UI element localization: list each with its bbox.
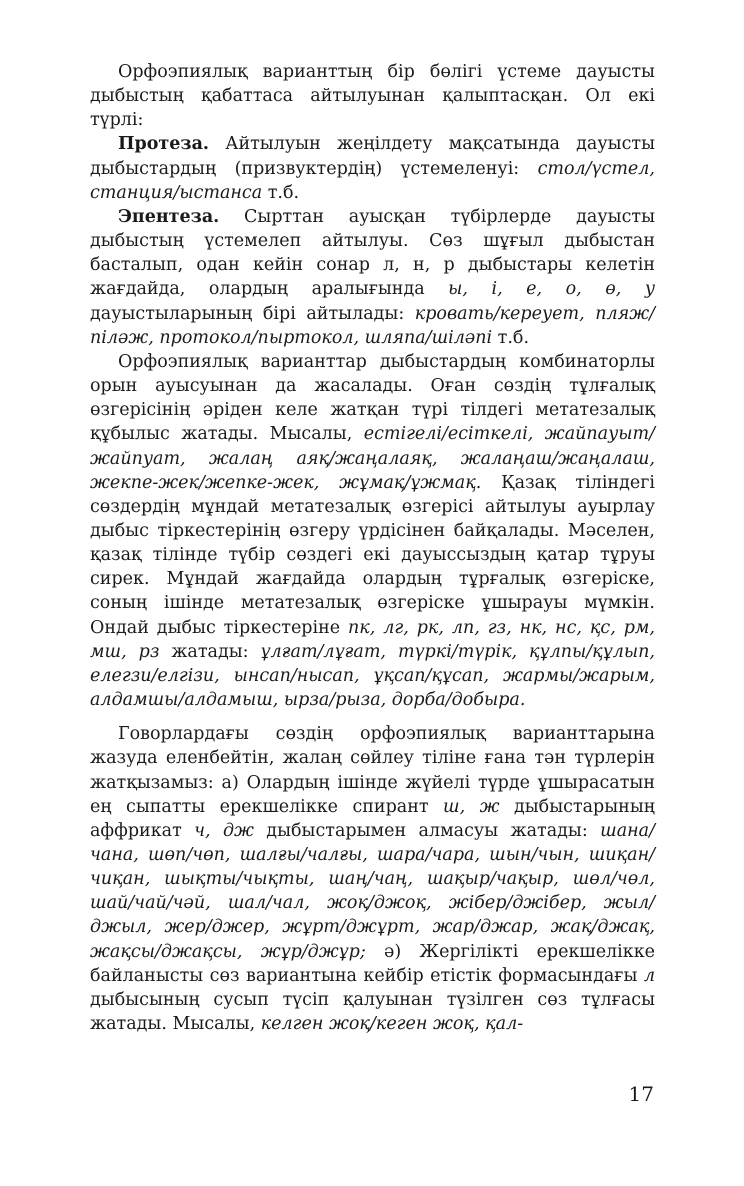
term-heading: Эпентеза.	[118, 206, 220, 227]
paragraph-dialects	[90, 722, 655, 1036]
example-text: пк, лг, рк, лп, гз, нк, нс, қс, рм, мш, рз	[90, 617, 655, 662]
example-text: ш, ж	[443, 796, 500, 817]
example-text: ы, і, е, о, ө, у	[448, 279, 655, 300]
paragraph-metathesis	[90, 350, 655, 712]
paragraph-text: жатады:	[159, 641, 261, 662]
example-text: ұлғат/лұғат, түркі/түрік, құлпы/құлып, елегзи/елгізи, ынсап/нысап, ұқсап/құсап, жармы/жарым, алдамшы/алдамыш, ырза/рыза, дорба/добыра.	[90, 641, 655, 711]
paragraph-text: дауыстыларының бірі айтылады:	[90, 303, 415, 324]
example-text: ч, дж	[194, 820, 254, 841]
term-heading: Протеза.	[118, 134, 210, 155]
paragraph-text: Айтылуын жеңілдету мақсатында дауысты дыбыстардың (призвуктердің) үстемеленуі:	[90, 134, 655, 179]
example-text: кровать/кереует, пляж/пiләж, протокол/пыртокол, шляпа/шiләпi	[90, 303, 655, 348]
paragraph-text: дыбыстарының аффрикат	[90, 796, 655, 841]
paragraph-text: т.б.	[262, 182, 300, 203]
example-text: келген жоқ/кеген жоқ, қал-	[260, 1014, 524, 1035]
paragraph-text: Сырттан ауысқан түбірлерде дауысты дыбыстың үстемелеп айтылуы. Сөз шұғыл дыбыстан басталып, одан кейін сонар л, н, р дыбыстары келетін жағдайда, олардың аралығында	[90, 206, 655, 300]
paragraph-text: т.б.	[492, 327, 530, 348]
paragraph-text: Орфоэпиялық варианттар дыбыстардың комбинаторлы орын ауысуынан да жасалады. Оған сөздің тұлғалық өзгерісінің әріден келе жатқан түрі тілдегі метатезалық құбылыс жатады. Мысалы,	[90, 351, 655, 445]
paragraph-text: Орфоэпиялық варианттың бір бөлігі үстеме дауысты дыбыстың қабаттаса айтылуынан қалыптасқан. Ол екі түрлі:	[90, 62, 655, 131]
paragraph-text: ә) Жергілікті ерекшелікке байланысты сөз вариантына кейбір етістік формасындағы	[90, 941, 655, 986]
page-number: 17	[628, 1082, 654, 1106]
example-text: естігелі/есіткелі, жайпауыт/жайпуат, жалаң аяқ/жаңалаяқ, жалаңаш/жаңалаш, жекпе-жек/жепке-жек, жұмақ/ұжмақ.	[90, 424, 655, 493]
paragraph-text: Говорлардағы сөздің орфоэпиялық варианттарына жазуда еленбейтін, жалаң сөйлеу тіліне ғана тән түрлерін жатқызамыз: а) Олардың ішінде жүйелі түрде ұшырасатын ең сыпатты ерекшелікке спирант	[90, 724, 655, 817]
paragraph-epenthesis	[90, 205, 655, 350]
body-text	[90, 60, 655, 1036]
paragraph-prosthesis	[90, 132, 655, 204]
paragraph-text: Қазақ тіліндегі сөздердің мұндай метатезалық өзгерісі айтылуы ауырлау дыбыс тіркестерінің өзгеру үрдісінен байқалады. Мәселен, қазақ тілінде түбір сөздегі екі дауыссыздың қатар тұруы сирек. Мұндай жағдайда олардың тұрғалық өзгеріске, соның ішінде метатезалық өзгеріске ұшырауы мүмкін. Ондай дыбыс тіркестеріне	[90, 472, 655, 638]
example-text: шана/чана, шөп/чөп, шалғы/чалғы, шара/чара, шын/чын, шиқан/чиқан, шықты/чықты, шаң/чаң, шақыр/чақыр, шөл/чөл, шай/чай/чәй, шал/чал, жоқ/джоқ, жібер/джібер, жыл/джыл, жер/джер, жұрт/джұрт, жар/джар, жақ/джақ, жақсы/джақсы, жұр/джұр;	[90, 820, 656, 962]
example-text: л	[643, 965, 655, 986]
example-text: стол/үстел, станция/ыстанса	[90, 158, 655, 203]
paragraph-text: дыбысының сусып түсіп қалуынан түзілген сөз тұлғасы жатады. Мысалы,	[90, 989, 655, 1035]
paragraph-intro	[90, 60, 655, 132]
paragraph-text: дыбыстарымен алмасуы жатады:	[253, 820, 601, 841]
